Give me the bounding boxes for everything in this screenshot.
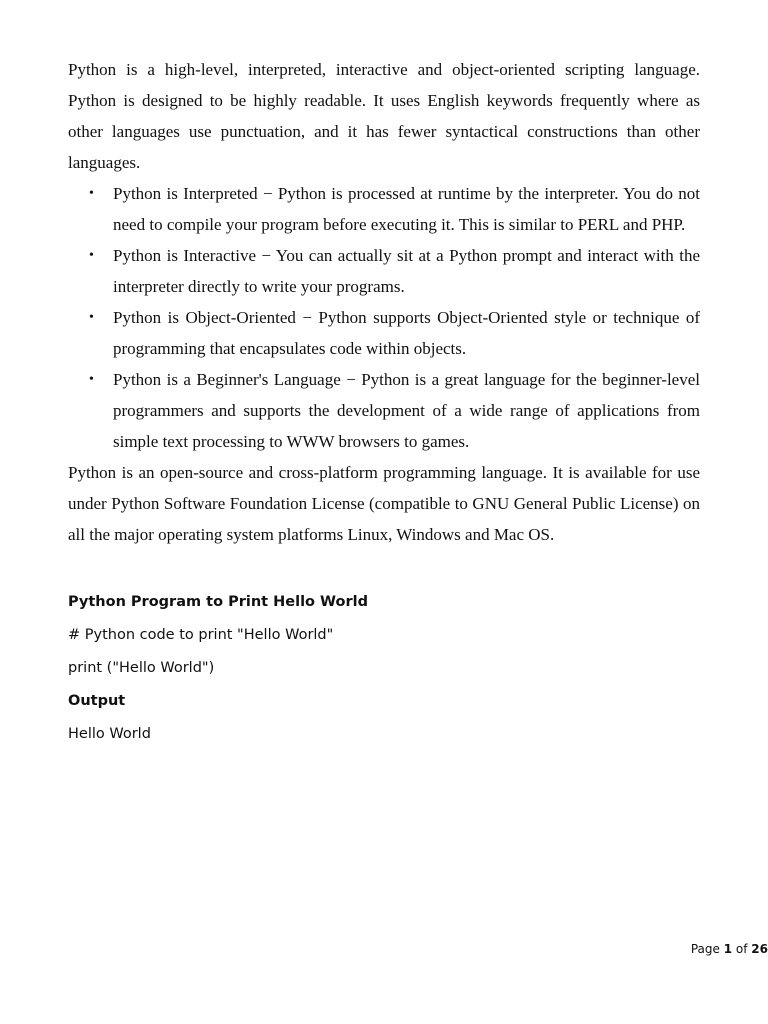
intro-paragraph: Python is a high-level, interpreted, interactive and object-oriented scripting language. Python is designed to be highly readable. It uses English keywords frequently where as other languages use punctuation, and it has fewer syntactical constructions than other languages.	[68, 60, 700, 172]
list-item-text: Python is Object-Oriented − Python supports Object-Oriented style or technique of programming that encapsulates code within objects.	[113, 308, 700, 358]
total-pages: 26	[751, 942, 768, 956]
of-label: of	[735, 942, 748, 956]
closing-paragraph: Python is an open-source and cross-platform programming language. It is available for use under Python Software Foundation License (compatible to GNU General Public License) on all the major operating system platforms Linux, Windows and Mac OS.	[68, 463, 700, 544]
program-heading: Python Program to Print Hello World	[68, 594, 368, 610]
program-section	[68, 590, 668, 755]
bullet-icon: •	[89, 310, 94, 325]
bullet-icon: •	[89, 186, 94, 201]
feature-list	[68, 178, 700, 457]
list-item	[89, 364, 700, 457]
list-item-text: Python is a Beginner's Language − Python is a great language for the beginner-level programmers and supports the development of a wide range of applications from simple text processing to WWW browsers to games.	[113, 370, 700, 451]
bullet-icon: •	[89, 372, 94, 387]
code-comment: # Python code to print "Hello World"	[68, 627, 334, 643]
list-item	[89, 178, 700, 240]
list-item	[89, 302, 700, 364]
output-text: Hello World	[68, 726, 151, 742]
list-item-text: Python is Interactive − You can actually sit at a Python prompt and interact with the interpreter directly to write your programs.	[113, 246, 700, 296]
list-item	[89, 240, 700, 302]
page-number	[691, 942, 768, 956]
bullet-icon: •	[89, 248, 94, 263]
document-body	[68, 54, 700, 550]
output-heading: Output	[68, 693, 126, 709]
current-page: 1	[723, 942, 733, 956]
code-line: print ("Hello World")	[68, 660, 215, 676]
page-label: Page	[690, 942, 720, 956]
list-item-text: Python is Interpreted − Python is processed at runtime by the interpreter. You do not need to compile your program before executing it. This is similar to PERL and PHP.	[113, 184, 700, 234]
